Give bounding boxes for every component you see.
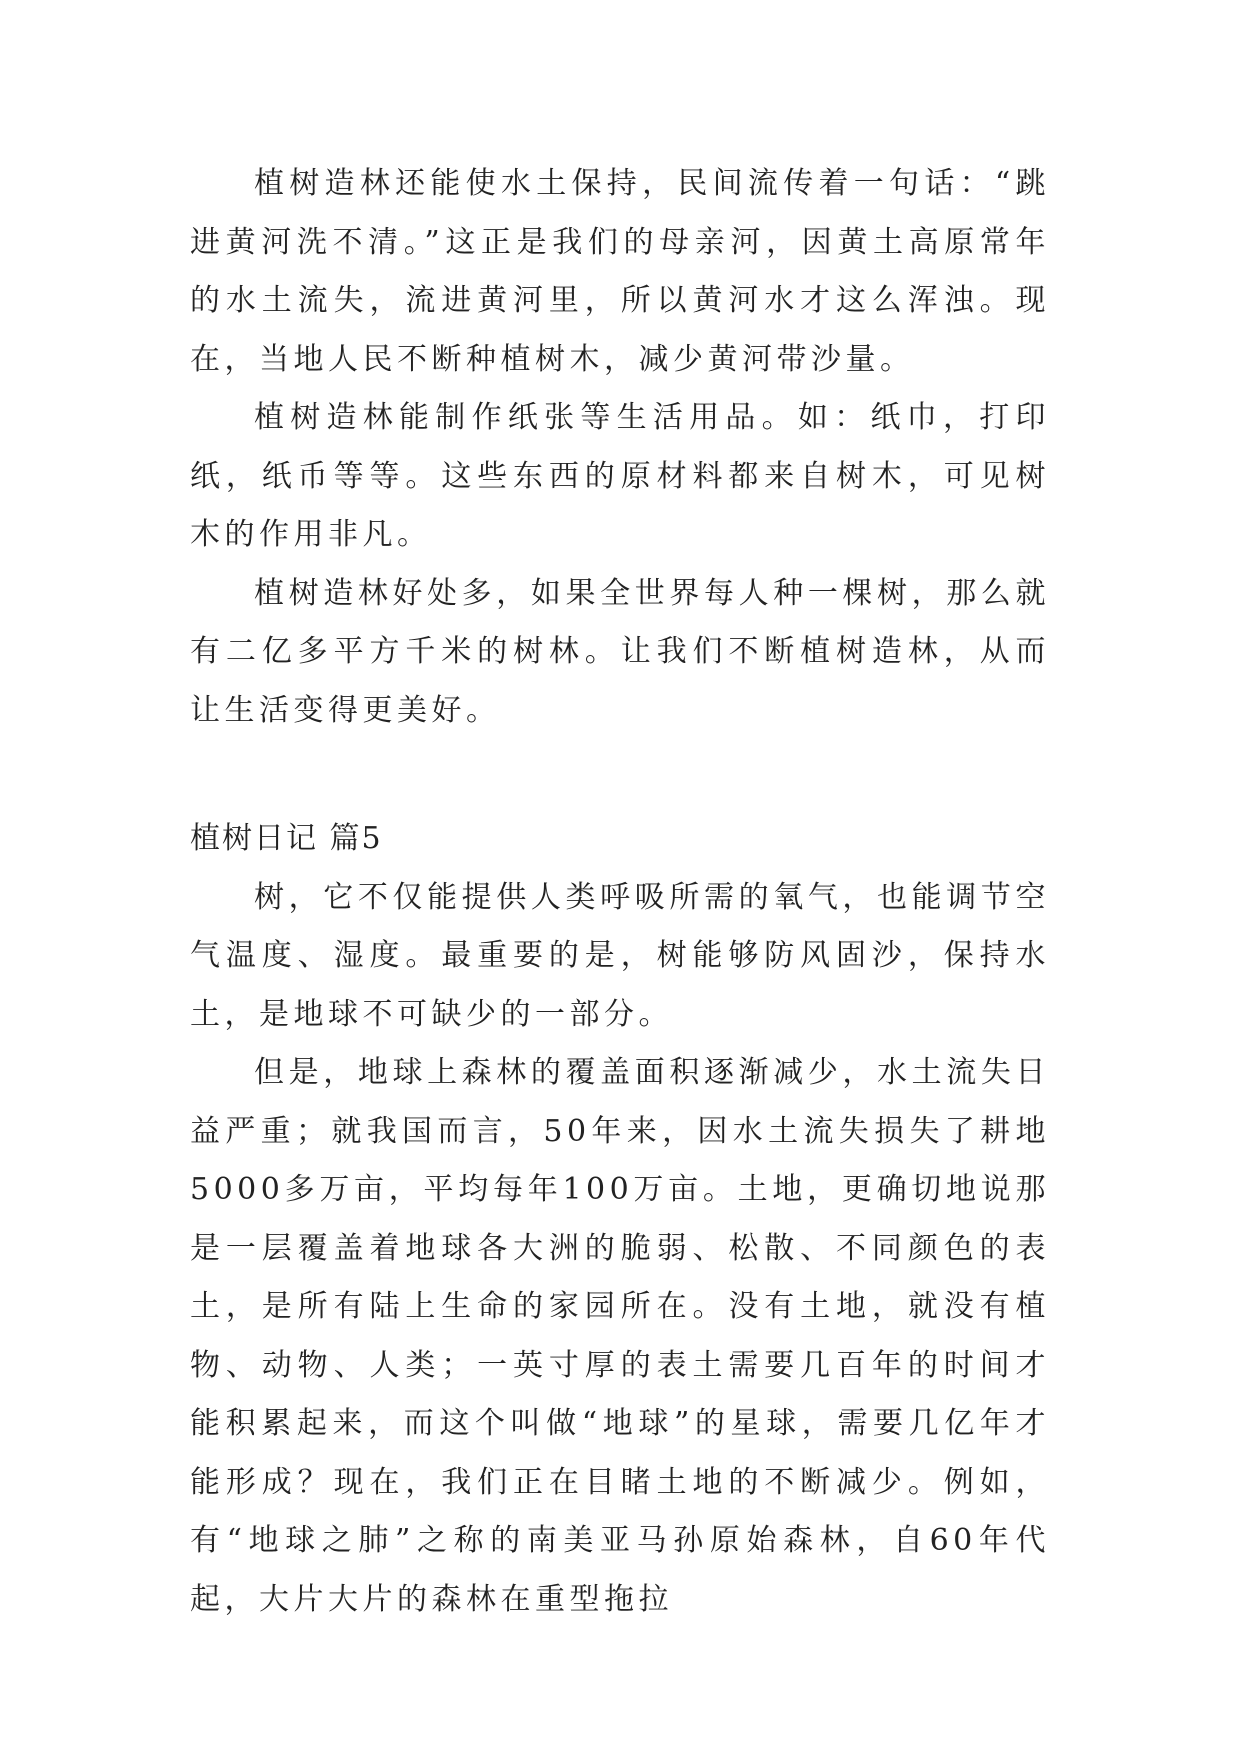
paragraph-benefits-summary: 植树造林好处多，如果全世界每人种一棵树，那么就有二亿多平方千米的树林。让我们不断植树造林，从而让生活变得更美好。 — [190, 575, 1050, 728]
paragraph-soil-loss: 但是，地球上森林的覆盖面积逐渐减少，水土流失日益严重；就我国而言，50年来，因水土流失损失了耕地5000多万亩，平均每年100万亩。土地，更确切地说那是一层覆盖着地球各大洲的脆弱、松散、不同颜色的表土，是所有陆上生命的家园所在。没有土地，就没有植物、动物、人类；一英寸厚的表土需要几百年的时间才能积累起来，而这个叫做“地球”的星球，需要几亿年才能形成？现在，我们正在目睹土地的不断减少。例如，有“地球之肺”之称的南美亚马孙原始森林，自60年代起，大片大片的森林在重型拖拉 — [190, 1055, 1050, 1617]
paragraph-soil-conservation: 植树造林还能使水土保持，民间流传着一句话：“跳进黄河洗不清。”这正是我们的母亲河，因黄土高原常年的水土流失，流进黄河里，所以黄河水才这么浑浊。现在，当地人民不断种植树木，减少黄河带沙量。 — [190, 166, 1050, 377]
paragraph-paper-products: 植树造林能制作纸张等生活用品。如：纸巾，打印纸，纸币等等。这些东西的原材料都来自树木，可见树木的作用非凡。 — [190, 400, 1050, 552]
section-heading: 植树日记 篇5 — [190, 821, 383, 856]
document-body — [190, 155, 1050, 1629]
paragraph-tree-importance: 树，它不仅能提供人类呼吸所需的氧气，也能调节空气温度、湿度。最重要的是，树能够防风固沙，保持水土，是地球不可缺少的一部分。 — [190, 879, 1050, 1032]
